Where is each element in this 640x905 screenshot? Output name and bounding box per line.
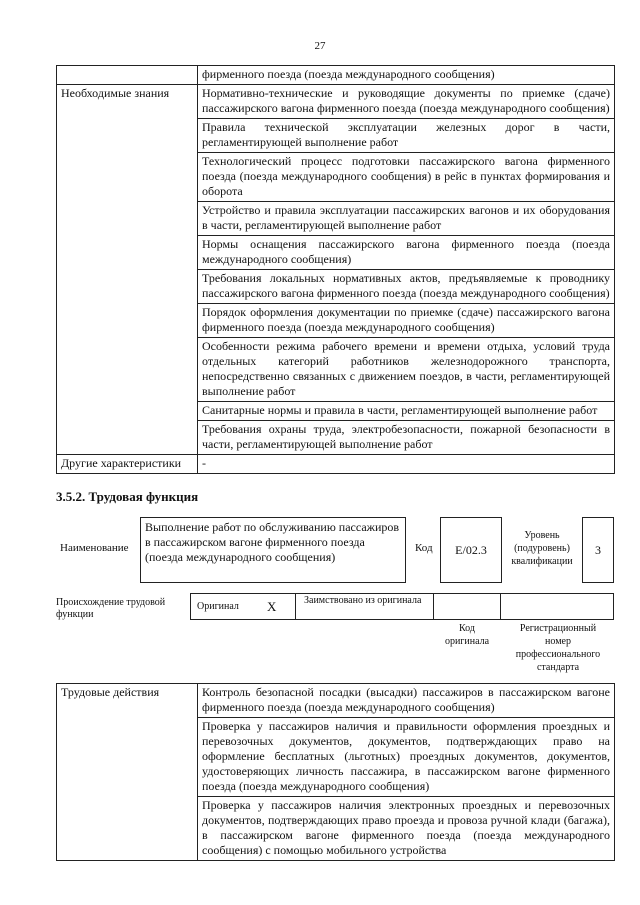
- row-item: Особенности режима рабочего времени и времени отдыха, условий труда отдельных категорий работников железнодорожного транспорта, непосредственно связанных с движением поездов, в части, регламентирующей выполнение работ: [198, 338, 615, 402]
- row-item: Требования охраны труда, электробезопасности, пожарной безопасности в части, регламентирующей выполнение работ: [198, 421, 615, 455]
- origin-reg-cell: [500, 593, 614, 620]
- row-item: Нормы оснащения пассажирского вагона фирменного поезда (поезда международного сообщения): [198, 236, 615, 270]
- table-row: [57, 85, 615, 119]
- row-item: фирменного поезда (поезда международного сообщения): [198, 66, 615, 85]
- function-name: Выполнение работ по обслуживанию пассажиров в пассажирском вагоне фирменного поезда (поезда международного сообщения): [140, 517, 406, 583]
- code-caption: Код оригинала: [444, 623, 490, 647]
- row-item: Проверка у пассажиров наличия и правильности оформления проездных и перевозочных документов, документов, подтверждающих право на оформление бесплатных (льготных) проездных документов, документов, удостоверяющих личность пассажира, в пассажирском вагоне фирменного поезда (поезда международного сообщения): [198, 718, 615, 797]
- row-item: Санитарные нормы и правила в части, регламентирующей выполнение работ: [198, 402, 615, 421]
- table-row: [57, 684, 615, 718]
- section-title: 3.5.2. Трудовая функция: [56, 489, 199, 504]
- row-item: Порядок оформления документации по приемке (сдаче) пассажирского вагона фирменного поезда (поезда международного сообщения): [198, 304, 615, 338]
- row-label: Другие характеристики: [57, 455, 198, 474]
- knowledge-table: [56, 65, 615, 474]
- actions-table: [56, 683, 615, 861]
- origin-borrowed-cell: [295, 593, 434, 620]
- code-label: Код: [415, 542, 433, 554]
- origin-label: Происхождение трудовой функции: [56, 597, 166, 620]
- row-item: Технологический процесс подготовки пассажирского вагона фирменного поезда (поезда международного сообщения) в рейс в пунктах формирования и оборота: [198, 153, 615, 202]
- row-item: Контроль безопасной посадки (высадки) пассажиров в пассажирском вагоне фирменного поезда (поезда международного сообщения): [198, 684, 615, 718]
- original-label: Оригинал: [197, 601, 239, 612]
- table-row: [57, 455, 615, 474]
- borrowed-label: Заимствовано из оригинала: [304, 595, 422, 606]
- origin-code-cell: [433, 593, 501, 620]
- row-item: Проверка у пассажиров наличия электронных проездных и перевозочных документов, подтверждающих право проезда и провоза ручной клади (багажа), в пассажирском вагоне фирменного поезда (поезда международного сообщения) с помощью мобильного устройства: [198, 797, 615, 861]
- original-mark: X: [267, 599, 277, 614]
- row-item: Устройство и правила эксплуатации пассажирских вагонов и их оборудования в части, регламентирующей выполнение работ: [198, 202, 615, 236]
- reg-caption: Регистрационный номер профессионального стандарта: [515, 623, 601, 673]
- page-number: 27: [314, 40, 326, 52]
- level-label: Уровень (подуровень) квалификации: [511, 530, 573, 567]
- row-label: Необходимые знания: [57, 85, 198, 455]
- origin-original-cell: [190, 593, 296, 620]
- row-item: -: [198, 455, 615, 474]
- row-label: Трудовые действия: [57, 684, 198, 861]
- naming-label: Наименование: [60, 542, 129, 554]
- row-label: [57, 66, 198, 85]
- function-code: E/02.3: [440, 517, 502, 583]
- row-item: Требования локальных нормативных актов, предъявляемые к проводнику пассажирского вагона фирменного поезда (поезда международного сообщения): [198, 270, 615, 304]
- row-item: Нормативно-технические и руководящие документы по приемке (сдаче) пассажирского вагона фирменного поезда (поезда международного сообщения): [198, 85, 615, 119]
- row-item: Правила технической эксплуатации железных дорог в части, регламентирующей выполнение работ: [198, 119, 615, 153]
- qualification-level: 3: [582, 517, 614, 583]
- table-row: [57, 66, 615, 85]
